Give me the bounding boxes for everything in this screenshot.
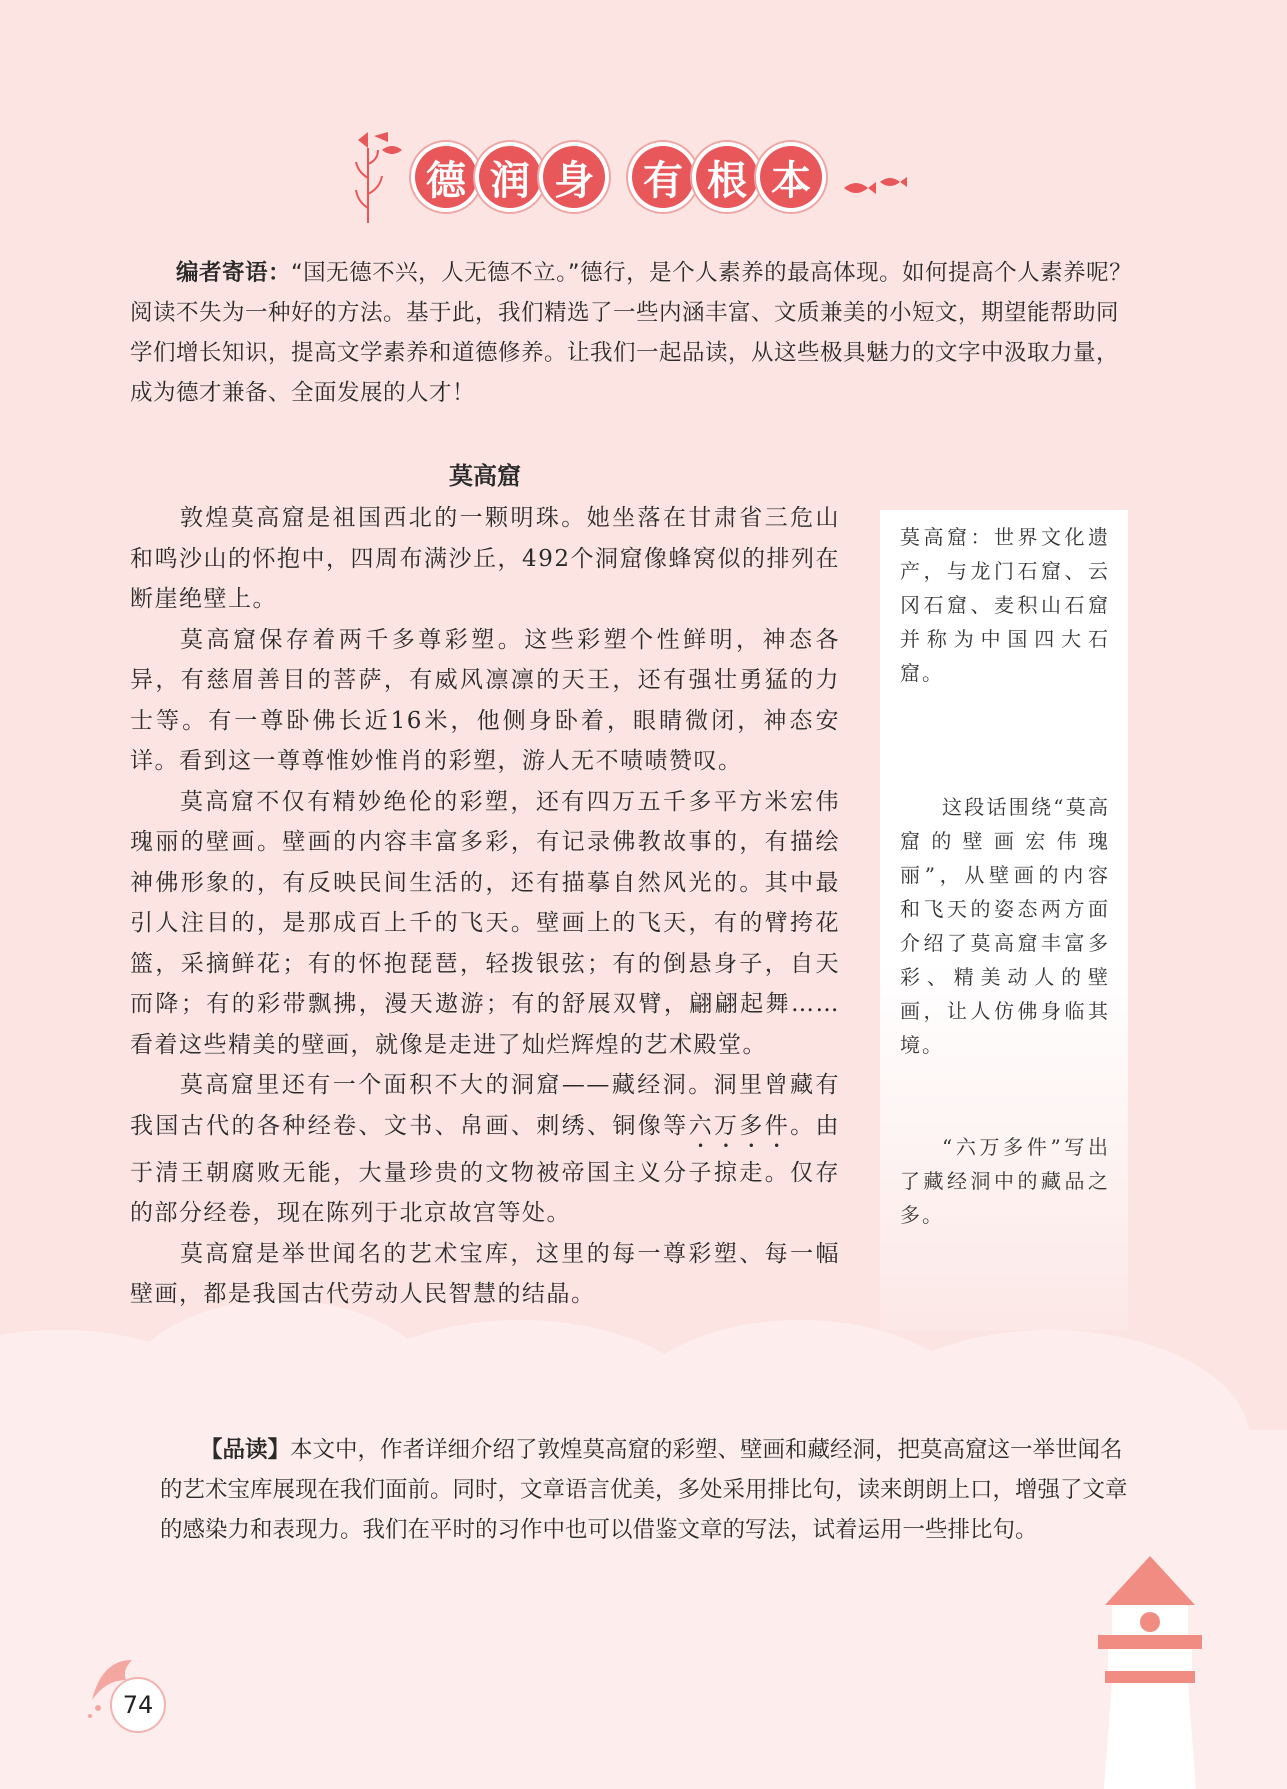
reading-commentary bbox=[160, 1430, 1130, 1550]
reading-label: 【品读】 bbox=[200, 1437, 291, 1463]
title-char: 身 bbox=[543, 146, 605, 208]
section-title bbox=[350, 128, 910, 238]
article-paragraph: 敦煌莫高窟是祖国西北的一颗明珠。她坐落在甘肃省三危山和鸣沙山的怀抱中，四周布满沙丘，492个洞窟像蜂窝似的排列在断崖绝壁上。 bbox=[130, 505, 840, 612]
article-body bbox=[130, 498, 840, 1315]
emphasized-text: 六万多件 bbox=[688, 1112, 791, 1139]
editor-note-label: 编者寄语： bbox=[176, 260, 292, 286]
paragraph-text: 莫高窟里还有一个面积不大的洞窟——藏经洞。洞里曾藏有我国古代的各种经卷、文书、帛画、刺绣、铜像等 bbox=[130, 1072, 840, 1139]
annotation-sidebar bbox=[880, 510, 1128, 1330]
article-paragraph: 莫高窟是举世闻名的艺术宝库，这里的每一尊彩塑、每一幅壁画，都是我国古代劳动人民智慧的结晶。 bbox=[130, 1240, 840, 1307]
coral-fish-icon bbox=[350, 128, 410, 228]
paragraph-text: 。由于清王朝腐败无能，大量珍贵的文物被帝国主义分子掠走。仅存的部分经卷，现在陈列于北京故宫等处。 bbox=[130, 1112, 841, 1226]
article-paragraph bbox=[130, 1065, 840, 1234]
title-char: 本 bbox=[760, 146, 822, 208]
title-word-1 bbox=[415, 146, 605, 216]
title-word-2 bbox=[632, 146, 822, 216]
annotation-note: “六万多件”写出了藏经洞中的藏品之多。 bbox=[900, 1135, 1110, 1227]
annotation-note: 这段话围绕“莫高窟的壁画宏伟瑰丽”，从壁画的内容和飞天的姿态两方面介绍了莫高窟丰富多彩、精美动人的壁画，让人仿佛身临其境。 bbox=[900, 795, 1110, 1057]
page-number: 74 bbox=[110, 1677, 166, 1733]
annotation-note: 莫高窟：世界文化遗产，与龙门石窟、云冈石窟、麦积山石窟并称为中国四大石窟。 bbox=[900, 525, 1110, 685]
reading-text: 本文中，作者详细介绍了敦煌莫高窟的彩塑、壁画和藏经洞，把莫高窟这一举世闻名的艺术宝库展现在我们面前。同时，文章语言优美，多处采用排比句，读来朗朗上口，增强了文章的感染力和表现力。我们在平时的习作中也可以借鉴文章的写法，试着运用一些排比句。 bbox=[160, 1437, 1128, 1543]
title-char: 润 bbox=[479, 146, 541, 208]
editor-note-text: “国无德不兴，人无德不立。”德行，是个人素养的最高体现。如何提高个人素养呢？阅读不失为一种好的方法。基于此，我们精选了一些内涵丰富、文质兼美的小短文，期望能帮助同学们增长知识，提高文学素养和道德修养。让我们一起品读，从这些极具魅力的文字中汲取力量，成为德才兼备、全面发展的人才！ bbox=[130, 260, 1133, 406]
title-char: 德 bbox=[415, 146, 477, 208]
editor-note bbox=[130, 253, 1140, 413]
fish-icon bbox=[840, 170, 920, 210]
article-paragraph: 莫高窟保存着两千多尊彩塑。这些彩塑个性鲜明，神态各异，有慈眉善目的菩萨，有威风凛凛的天王，还有强壮勇猛的力士等。有一尊卧佛长近16米，他侧身卧着，眼睛微闭，神态安详。看到这一尊尊惟妙惟肖的彩塑，游人无不啧啧赞叹。 bbox=[130, 626, 840, 774]
article-paragraph: 莫高窟不仅有精妙绝伦的彩塑，还有四万五千多平方米宏伟瑰丽的壁画。壁画的内容丰富多彩，有记录佛教故事的，有描绘神佛形象的，有反映民间生活的，还有描摹自然风光的。其中最引人注目的，是那成百上千的飞天。壁画上的飞天，有的臂挎花篮，采摘鲜花；有的怀抱琵琶，轻拨银弦；有的倒悬身子，自天而降；有的彩带飘拂，漫天遨游；有的舒展双臂，翩翩起舞……看着这些精美的壁画，就像是走进了灿烂辉煌的艺术殿堂。 bbox=[130, 788, 840, 1058]
article-title: 莫高窟 bbox=[449, 462, 521, 490]
title-char: 有 bbox=[632, 146, 694, 208]
title-char: 根 bbox=[696, 146, 758, 208]
